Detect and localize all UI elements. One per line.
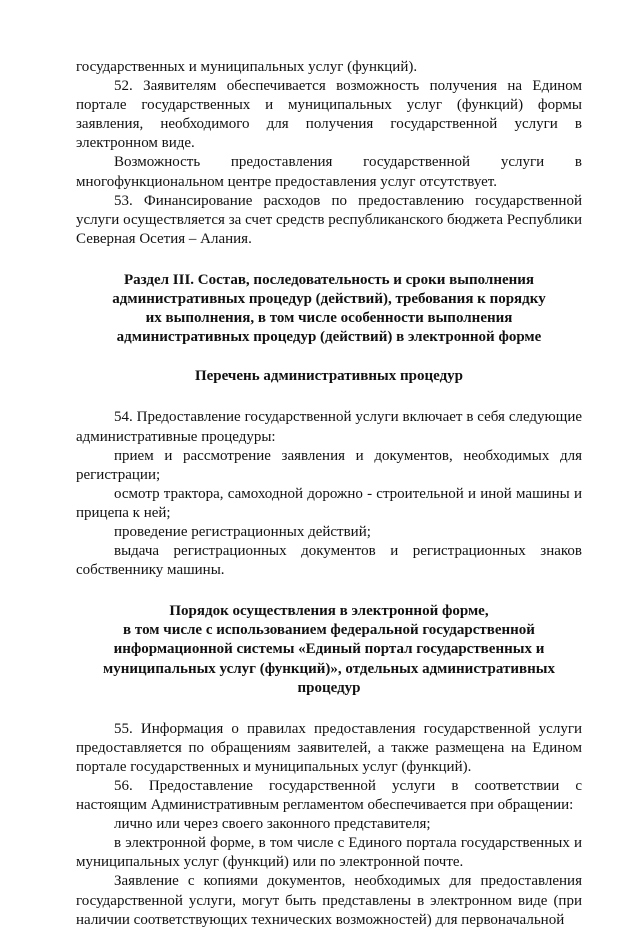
procedures-list-heading: Перечень административных процедур xyxy=(194,368,464,385)
paragraph-56: 56. Предоставление государственной услуги в соответствии с настоящим Административным регламентом обеспечивается при обращении: xyxy=(76,778,582,814)
list-item: лично или через своего законного представителя; xyxy=(114,816,431,833)
electronic-form-heading xyxy=(76,602,582,697)
section-heading-line: административных процедур (действий) в электронной форме xyxy=(116,329,542,346)
section-heading-line: Порядок осуществления в электронной форме, xyxy=(169,603,489,620)
list-item: в электронной форме, в том числе с Единого портала государственных и муниципальных услуг (функций) или по электронной почте. xyxy=(76,835,582,871)
section-heading-line: Раздел III. Состав, последовательность и сроки выполнения xyxy=(123,271,535,288)
paragraph-55: 55. Информация о правилах предоставления государственной услуги предоставляется по обращениям заявителей, а также размещена на Едином портале государственных и муниципальных услуг (функций). xyxy=(76,720,582,775)
section-heading-line: административных процедур (действий), требования к порядку xyxy=(112,291,546,308)
section-heading-line: информационной системы «Единый портал государственных и xyxy=(113,641,545,658)
section-heading-3 xyxy=(76,271,582,347)
paragraph-52: 52. Заявителям обеспечивается возможность получения на Едином портале государственных и муниципальных услуг (функций) формы заявления, необходимого для получения государственной услуги в электронном виде. xyxy=(76,78,582,152)
list-item: выдача регистрационных документов и регистрационных знаков собственнику машины. xyxy=(76,543,582,579)
paragraph-continuation: государственных и муниципальных услуг (функций). xyxy=(76,59,418,75)
section-heading-line: в том числе с использованием федеральной государственной xyxy=(123,622,535,639)
section-heading-line: процедур xyxy=(297,679,361,696)
paragraph-54: 54. Предоставление государственной услуги включает в себя следующие административные процедуры: xyxy=(76,409,582,445)
section-heading-line: муниципальных услуг (функций)», отдельных административных xyxy=(103,660,555,677)
paragraph-application: Заявление с копиями документов, необходимых для предоставления государственной услуги, могут быть представлены в электронном виде (при наличии соответствующих технических возможностей) для первоначальной xyxy=(76,873,582,928)
list-item: осмотр трактора, самоходной дорожно - строительной и иной машины и прицепа к ней; xyxy=(76,485,582,521)
paragraph-53: 53. Финансирование расходов по предоставлению государственной услуги осуществляется за счет средств республиканского бюджета Республики Северная Осетия – Алания. xyxy=(76,192,582,247)
paragraph-mfc: Возможность предоставления государственной услуги в многофункциональном центре предоставления услуг отсутствует. xyxy=(76,154,582,190)
list-item: прием и рассмотрение заявления и документов, необходимых для регистрации; xyxy=(76,447,582,483)
section-heading-line: их выполнения, в том числе особенности выполнения xyxy=(145,310,513,327)
list-item: проведение регистрационных действий; xyxy=(114,523,371,540)
